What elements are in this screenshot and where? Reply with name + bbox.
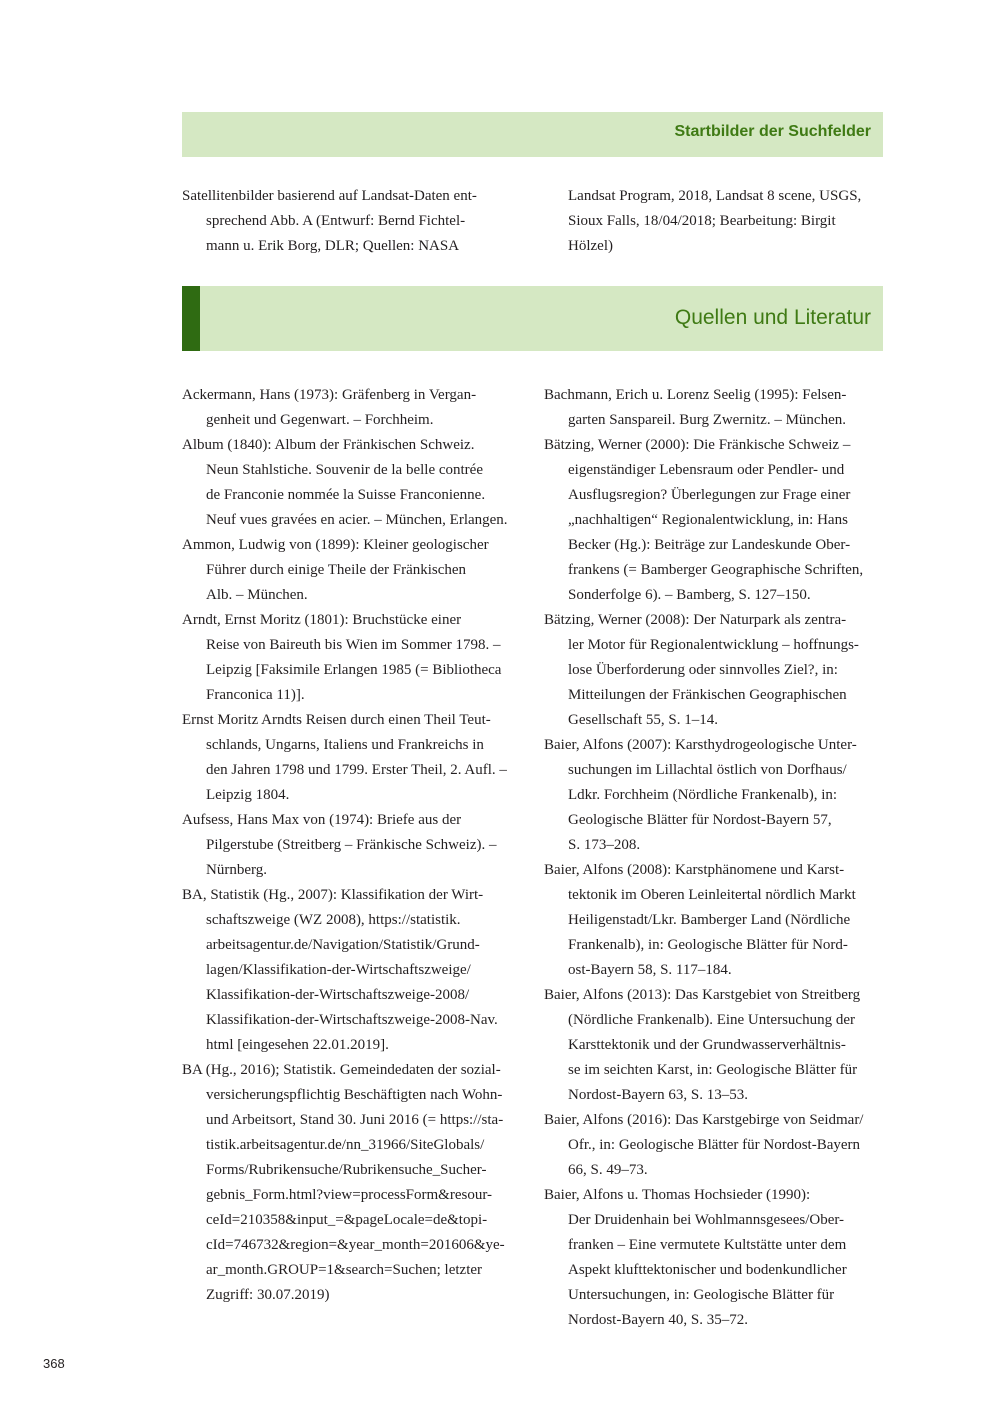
bibliography-entry (182, 808, 520, 883)
bibliography-entry (182, 608, 520, 708)
entry-line: Mitteilungen der Fränkischen Geographischen (568, 687, 847, 703)
bibliography-entry (544, 608, 883, 733)
intro-line: Landsat Program, 2018, Landsat 8 scene, USGS, (568, 188, 862, 204)
entry-line: Ofr., in: Geologische Blätter für Nordost-Bayern (568, 1137, 861, 1153)
entry-line: Aspekt klufttektonischer und bodenkundlicher (568, 1262, 847, 1278)
entry-line: Ackermann, Hans (1973): Gräfenberg in Vergan- (182, 387, 477, 403)
entry-line: de Franconie nommée la Suisse Franconienne. (206, 487, 486, 503)
intro-line: Hölzel) (568, 238, 613, 254)
entry-line: Baier, Alfons (2013): Das Karstgebiet von Streitberg (544, 987, 861, 1003)
entry-line: Ammon, Ludwig von (1899): Kleiner geologischer (182, 537, 489, 553)
entry-line: Leipzig 1804. (206, 787, 290, 803)
entry-line: 66, S. 49–73. (568, 1162, 648, 1178)
entry-line: Ernst Moritz Arndts Reisen durch einen Theil Teut- (182, 712, 491, 728)
entry-line: Becker (Hg.): Beiträge zur Landeskunde Ober- (568, 537, 851, 553)
entry-line: Reise von Baireuth bis Wien im Sommer 1798. – (206, 637, 501, 653)
entry-line: html [eingesehen 22.01.2019]. (206, 1037, 389, 1053)
bibliography-entry (544, 1183, 883, 1333)
bibliography-column-right (544, 383, 883, 1333)
bibliography-entry (544, 1108, 883, 1183)
entry-line: Nordost-Bayern 63, S. 13–53. (568, 1087, 748, 1103)
entry-line: lose Überforderung oder sinnvolles Ziel?, in: (568, 662, 838, 678)
section-title-quellen: Quellen und Literatur (674, 306, 871, 329)
entry-line: gebnis_Form.html?view=processForm&resour- (206, 1187, 493, 1203)
entry-line: schlands, Ungarns, Italiens und Frankreichs in (206, 737, 484, 753)
bibliography-entry (544, 433, 883, 608)
intro-text-right (568, 184, 883, 259)
section-header-startbilder (182, 112, 883, 157)
entry-line: (Nördliche Frankenalb). Eine Untersuchung der (568, 1012, 855, 1028)
entry-line: se im seichten Karst, in: Geologische Blätter für (568, 1062, 858, 1078)
bibliography-entry (182, 883, 520, 1058)
bibliography-entry (182, 533, 520, 608)
entry-line: Bachmann, Erich u. Lorenz Seelig (1995): Felsen- (544, 387, 847, 403)
entry-line: eigenständiger Lebensraum oder Pendler- und (568, 462, 845, 478)
entry-line: ar_month.GROUP=1&search=Suchen; letzter (206, 1262, 483, 1278)
entry-line: BA (Hg., 2016); Statistik. Gemeindedaten der sozial- (182, 1062, 501, 1078)
entry-line: Frankenalb), in: Geologische Blätter für Nord- (568, 937, 848, 953)
entry-line: Zugriff: 30.07.2019) (206, 1287, 330, 1303)
entry-line: Album (1840): Album der Fränkischen Schweiz. (182, 437, 475, 453)
bibliography-entry (544, 983, 883, 1108)
entry-line: Nürnberg. (206, 862, 267, 878)
intro-line: sprechend Abb. A (Entwurf: Bernd Fichtel- (206, 213, 466, 229)
bibliography-entry (544, 383, 883, 433)
bibliography-entry (182, 383, 520, 433)
entry-line: Baier, Alfons (2007): Karsthydrogeologische Unter- (544, 737, 857, 753)
bibliography-entry (182, 1058, 520, 1308)
entry-line: Baier, Alfons (2008): Karstphänomene und Karst- (544, 862, 845, 878)
bibliography-entry (544, 733, 883, 858)
entry-line: suchungen im Lillachtal östlich von Dorfhaus/ (568, 762, 847, 778)
entry-line: Baier, Alfons (2016): Das Karstgebirge von Seidmar/ (544, 1112, 864, 1128)
bibliography-entry (182, 433, 520, 533)
entry-line: Pilgerstube (Streitberg – Fränkische Schweiz). – (206, 837, 497, 853)
bibliography-entry (544, 858, 883, 983)
entry-line: Der Druidenhain bei Wohlmannsgesees/Ober- (568, 1212, 845, 1228)
intro-line: Sioux Falls, 18/04/2018; Bearbeitung: Birgit (568, 213, 836, 229)
entry-line: Neun Stahlstiche. Souvenir de la belle contrée (206, 462, 483, 478)
entry-line: Franconica 11)]. (206, 687, 305, 703)
entry-line: genheit und Gegenwart. – Forchheim. (206, 412, 434, 428)
entry-line: Bätzing, Werner (2000): Die Fränkische Schweiz – (544, 437, 851, 453)
entry-line: tektonik im Oberen Leinleitertal nördlich Markt (568, 887, 856, 903)
entry-line: „nachhaltigen“ Regionalentwicklung, in: Hans (568, 512, 848, 528)
entry-line: Gesellschaft 55, S. 1–14. (568, 712, 718, 728)
section-header-quellen (182, 286, 883, 351)
entry-line: Forms/Rubrikensuche/Rubrikensuche_Sucher- (206, 1162, 487, 1178)
entry-line: Heiligenstadt/Lkr. Bamberger Land (Nördliche (568, 912, 851, 928)
entry-line: Ausflugsregion? Überlegungen zur Frage einer (568, 487, 851, 503)
entry-line: und Arbeitsort, Stand 30. Juni 2016 (= https://sta- (206, 1112, 504, 1128)
entry-line: den Jahren 1798 und 1799. Erster Theil, 2. Aufl. – (206, 762, 507, 778)
entry-line: garten Sanspareil. Burg Zwernitz. – München. (568, 412, 846, 428)
entry-line: franken – Eine vermutete Kultstätte unter dem (568, 1237, 847, 1253)
entry-line: ceId=210358&input_=&pageLocale=de&topi- (206, 1212, 488, 1228)
entry-line: Klassifikation-der-Wirtschaftszweige-2008/ (206, 987, 470, 1003)
entry-line: Nordost-Bayern 40, S. 35–72. (568, 1312, 748, 1328)
entry-line: Untersuchungen, in: Geologische Blätter für (568, 1287, 835, 1303)
section-accent-bar (182, 286, 200, 351)
section-title-startbilder: Startbilder der Suchfelder (674, 123, 871, 140)
entry-line: BA, Statistik (Hg., 2007): Klassifikation der Wirt- (182, 887, 484, 903)
entry-line: Bätzing, Werner (2008): Der Naturpark als zentra- (544, 612, 847, 628)
entry-line: Klassifikation-der-Wirtschaftszweige-2008-Nav. (206, 1012, 498, 1028)
entry-line: ler Motor für Regionalentwicklung – hoffnungs- (568, 637, 859, 653)
entry-line: arbeitsagentur.de/Navigation/Statistik/Grund- (206, 937, 480, 953)
intro-text-left (182, 184, 520, 259)
entry-line: frankens (= Bamberger Geographische Schriften, (568, 562, 864, 578)
entry-line: versicherungspflichtig Beschäftigten nach Wohn- (206, 1087, 503, 1103)
entry-line: Leipzig [Faksimile Erlangen 1985 (= Bibliotheca (206, 662, 502, 678)
entry-line: Geologische Blätter für Nordost-Bayern 57, (568, 812, 832, 828)
entry-line: lagen/Klassifikation-der-Wirtschaftszweige/ (206, 962, 471, 978)
entry-line: Arndt, Ernst Moritz (1801): Bruchstücke einer (182, 612, 462, 628)
entry-line: schaftszweige (WZ 2008), https://statistik. (206, 912, 461, 928)
bibliography-entry (182, 708, 520, 808)
entry-line: Ldkr. Forchheim (Nördliche Frankenalb), in: (568, 787, 838, 803)
entry-line: Sonderfolge 6). – Bamberg, S. 127–150. (568, 587, 811, 603)
entry-line: S. 173–208. (568, 837, 641, 853)
entry-line: tistik.arbeitsagentur.de/nn_31966/SiteGlobals/ (206, 1137, 485, 1153)
entry-line: ost-Bayern 58, S. 117–184. (568, 962, 732, 978)
entry-line: Baier, Alfons u. Thomas Hochsieder (1990): (544, 1187, 811, 1203)
page-number: 368 (43, 1356, 65, 1371)
entry-line: Karsttektonik und der Grundwasserverhältnis- (568, 1037, 846, 1053)
entry-line: Führer durch einige Theile der Fränkischen (206, 562, 467, 578)
bibliography-column-left (182, 383, 520, 1308)
entry-line: Aufsess, Hans Max von (1974): Briefe aus der (182, 812, 462, 828)
entry-line: Neuf vues gravées en acier. – München, Erlangen. (206, 512, 508, 528)
intro-line: Satellitenbilder basierend auf Landsat-Daten ent- (182, 188, 477, 204)
intro-line: mann u. Erik Borg, DLR; Quellen: NASA (206, 238, 460, 254)
entry-line: cId=746732&region=&year_month=201606&ye- (206, 1237, 505, 1253)
entry-line: Alb. – München. (206, 587, 308, 603)
